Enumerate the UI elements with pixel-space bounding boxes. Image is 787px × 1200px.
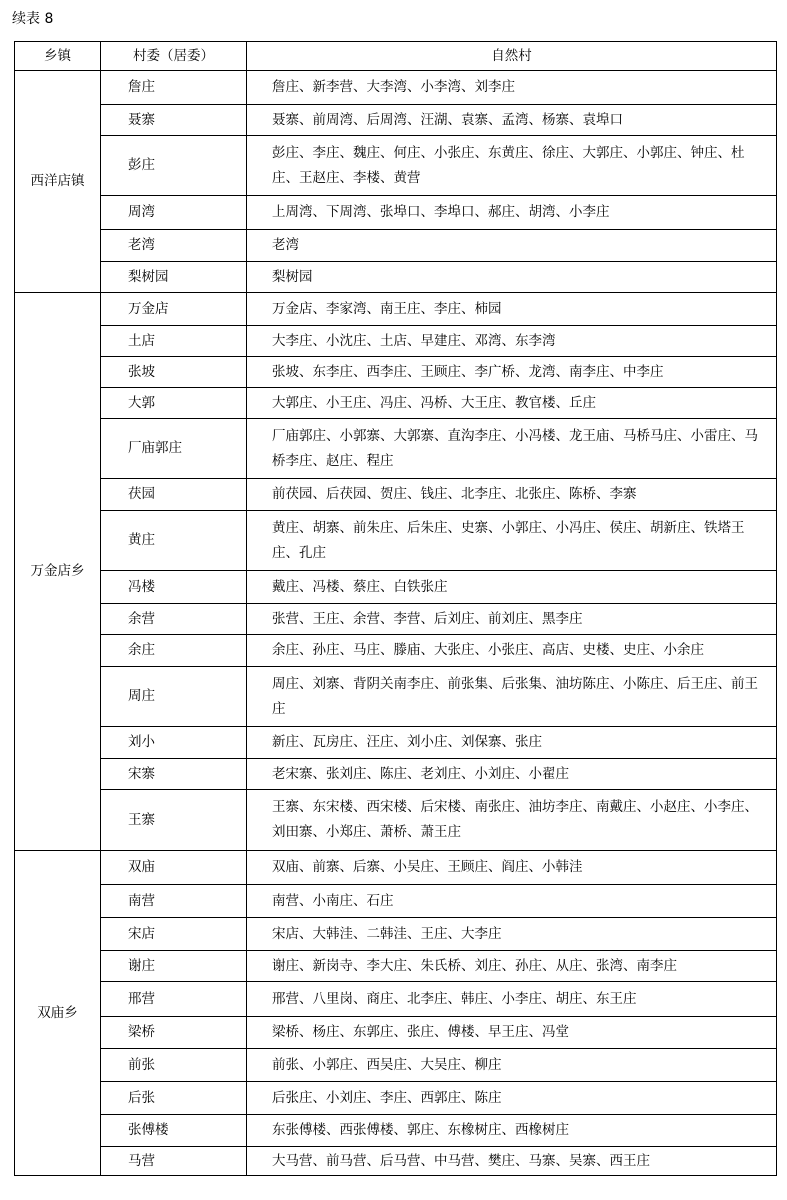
natural-village-cell: 梨树园 <box>247 262 777 293</box>
table-row <box>15 357 777 388</box>
village-committee-cell: 南营 <box>101 885 247 918</box>
natural-village-cell: 东张傅楼、西张傅楼、郭庄、东橡树庄、西橡树庄 <box>247 1115 777 1147</box>
natural-village-cell: 厂庙郭庄、小郭寨、大郭寨、直沟李庄、小冯楼、龙王庙、马桥马庄、小雷庄、马桥李庄、赵庄、程庄 <box>247 419 777 479</box>
table-row <box>15 262 777 293</box>
natural-village-cell: 梁桥、杨庄、东郭庄、张庄、傅楼、早王庄、冯堂 <box>247 1017 777 1049</box>
natural-village-cell: 前张、小郭庄、西吴庄、大吴庄、柳庄 <box>247 1049 777 1082</box>
table-row <box>15 1115 777 1147</box>
table-row <box>15 479 777 511</box>
village-committee-cell: 厂庙郭庄 <box>101 419 247 479</box>
village-committee-cell: 周庄 <box>101 667 247 727</box>
village-committee-cell: 双庙 <box>101 851 247 885</box>
village-committee-cell: 詹庄 <box>101 71 247 105</box>
natural-village-cell: 宋店、大韩洼、二韩洼、王庄、大李庄 <box>247 918 777 951</box>
table-row <box>15 388 777 419</box>
natural-village-cell: 张营、王庄、余营、李营、后刘庄、前刘庄、黑李庄 <box>247 604 777 635</box>
table-row <box>15 635 777 667</box>
village-committee-cell: 前张 <box>101 1049 247 1082</box>
natural-village-cell: 詹庄、新李营、大李湾、小李湾、刘李庄 <box>247 71 777 105</box>
town-cell: 双庙乡 <box>15 851 101 1176</box>
natural-village-cell: 黄庄、胡寨、前朱庄、后朱庄、史寨、小郭庄、小冯庄、侯庄、胡新庄、铁塔王庄、孔庄 <box>247 511 777 571</box>
village-committee-cell: 梁桥 <box>101 1017 247 1049</box>
header-town: 乡镇 <box>15 42 101 71</box>
natural-village-cell: 大马营、前马营、后马营、中马营、樊庄、马寨、吴寨、西王庄 <box>247 1147 777 1176</box>
table-row <box>15 667 777 727</box>
table-row <box>15 511 777 571</box>
village-committee-cell: 彭庄 <box>101 136 247 196</box>
header-village-committee: 村委（居委） <box>101 42 247 71</box>
village-committee-cell: 黄庄 <box>101 511 247 571</box>
table-row <box>15 982 777 1017</box>
table-row <box>15 71 777 105</box>
natural-village-cell: 万金店、李家湾、南王庄、李庄、柿园 <box>247 293 777 326</box>
natural-village-cell: 余庄、孙庄、马庄、滕庙、大张庄、小张庄、高店、史楼、史庄、小余庄 <box>247 635 777 667</box>
table-row <box>15 1147 777 1176</box>
natural-village-cell: 后张庄、小刘庄、李庄、西郭庄、陈庄 <box>247 1082 777 1115</box>
table-row <box>15 851 777 885</box>
table-row <box>15 790 777 851</box>
village-committee-cell: 刘小 <box>101 727 247 759</box>
village-committee-cell: 老湾 <box>101 230 247 262</box>
table-row <box>15 326 777 357</box>
page-title: 续表 8 <box>12 11 54 27</box>
table-row <box>15 105 777 136</box>
natural-village-cell: 谢庄、新岗寺、李大庄、朱氏桥、刘庄、孙庄、从庄、张湾、南李庄 <box>247 951 777 982</box>
natural-village-cell: 张坡、东李庄、西李庄、王顾庄、李广桥、龙湾、南李庄、中李庄 <box>247 357 777 388</box>
village-committee-cell: 谢庄 <box>101 951 247 982</box>
village-committee-cell: 王寨 <box>101 790 247 851</box>
natural-village-cell: 王寨、东宋楼、西宋楼、后宋楼、南张庄、油坊李庄、南戴庄、小赵庄、小李庄、刘田寨、小郑庄、萧桥、萧王庄 <box>247 790 777 851</box>
natural-village-cell: 周庄、刘寨、背阴关南李庄、前张集、后张集、油坊陈庄、小陈庄、后王庄、前王庄 <box>247 667 777 727</box>
table-row <box>15 727 777 759</box>
village-committee-cell: 梨树园 <box>101 262 247 293</box>
natural-village-cell: 戴庄、冯楼、蔡庄、白铁张庄 <box>247 571 777 604</box>
village-committee-cell: 周湾 <box>101 196 247 230</box>
village-committee-cell: 余庄 <box>101 635 247 667</box>
village-committee-cell: 张坡 <box>101 357 247 388</box>
natural-village-cell: 聂寨、前周湾、后周湾、汪湖、袁寨、孟湾、杨寨、袁埠口 <box>247 105 777 136</box>
table-body <box>15 71 777 1176</box>
natural-village-cell: 大李庄、小沈庄、土店、早建庄、邓湾、东李湾 <box>247 326 777 357</box>
village-committee-cell: 大郭 <box>101 388 247 419</box>
village-committee-cell: 宋店 <box>101 918 247 951</box>
natural-village-cell: 新庄、瓦房庄、汪庄、刘小庄、刘保寨、张庄 <box>247 727 777 759</box>
natural-village-cell: 老宋寨、张刘庄、陈庄、老刘庄、小刘庄、小翟庄 <box>247 759 777 790</box>
village-committee-cell: 聂寨 <box>101 105 247 136</box>
town-cell: 西洋店镇 <box>15 71 101 293</box>
village-committee-cell: 土店 <box>101 326 247 357</box>
table-row <box>15 604 777 635</box>
town-cell: 万金店乡 <box>15 293 101 851</box>
table-header-row <box>15 42 777 71</box>
table-row <box>15 230 777 262</box>
table-row <box>15 1017 777 1049</box>
table-row <box>15 885 777 918</box>
village-committee-cell: 万金店 <box>101 293 247 326</box>
natural-village-cell: 前茯园、后茯园、贺庄、钱庄、北李庄、北张庄、陈桥、李寨 <box>247 479 777 511</box>
table-row <box>15 571 777 604</box>
table-row <box>15 759 777 790</box>
natural-village-cell: 南营、小南庄、石庄 <box>247 885 777 918</box>
table-row <box>15 293 777 326</box>
village-committee-cell: 后张 <box>101 1082 247 1115</box>
table-row <box>15 951 777 982</box>
village-committee-cell: 茯园 <box>101 479 247 511</box>
natural-village-cell: 双庙、前寨、后寨、小吴庄、王顾庄、阎庄、小韩洼 <box>247 851 777 885</box>
natural-village-cell: 上周湾、下周湾、张埠口、李埠口、郝庄、胡湾、小李庄 <box>247 196 777 230</box>
natural-village-cell: 老湾 <box>247 230 777 262</box>
natural-village-cell: 彭庄、李庄、魏庄、何庄、小张庄、东黄庄、徐庄、大郭庄、小郭庄、钟庄、杜庄、王赵庄、李楼、黄营 <box>247 136 777 196</box>
village-committee-cell: 冯楼 <box>101 571 247 604</box>
table-row <box>15 1049 777 1082</box>
village-committee-cell: 余营 <box>101 604 247 635</box>
village-committee-cell: 宋寨 <box>101 759 247 790</box>
header-natural-village: 自然村 <box>247 42 777 71</box>
table-row <box>15 196 777 230</box>
table-row <box>15 419 777 479</box>
table-row <box>15 136 777 196</box>
table-row <box>15 918 777 951</box>
village-committee-cell: 张傅楼 <box>101 1115 247 1147</box>
village-committee-cell: 马营 <box>101 1147 247 1176</box>
table-row <box>15 1082 777 1115</box>
natural-village-cell: 大郭庄、小王庄、冯庄、冯桥、大王庄、教官楼、丘庄 <box>247 388 777 419</box>
village-table <box>14 41 777 1176</box>
village-committee-cell: 邢营 <box>101 982 247 1017</box>
natural-village-cell: 邢营、八里岗、商庄、北李庄、韩庄、小李庄、胡庄、东王庄 <box>247 982 777 1017</box>
